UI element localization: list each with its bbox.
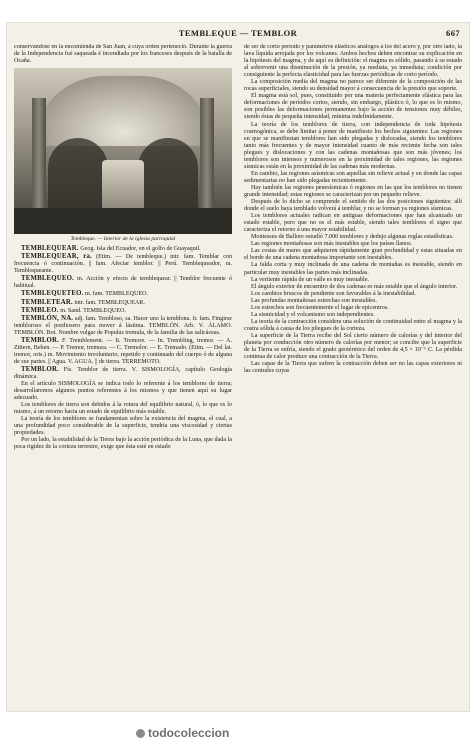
body-paragraph: Montessus de Ballore estudió 7.000 temblores y dedujo algunas reglas estadísticas. [251,234,454,241]
arch-right [138,138,198,208]
body-paragraph: En cambio, las regiones asísmicas son aquellas sin relieve actual y en donde las capas sedimentarias no han sido plegadas recientemente. [244,170,462,184]
right-column [244,44,462,708]
body-paragraph: La teoría de los temblores de tierra, con independencia de toda hipótesis cosmogónica, se debe limitar á poner de manifiesto los hechos siguientes: Las regiones en que se manifiestan temblores han sido plegadas y dislocadas, siendo los temblores tanto más frecuentes y de mayor intensidad cuanto de más reciente fecha son tales plegues y dislocaciones y con las cadenas montañosas que son más jóvenes; los temblores son intensos y numerosos en la proximidad de tales regiones, las regiones sísmicas están en la proximidad de las cadenas más modernas. [244,121,462,170]
dictionary-entry [14,337,232,366]
body-paragraph: de ser de corto período y parámetros elásticos análogos á los del acero y, por otro lado, la lava líquida arrojada por los volcanes. Ambos hechos deben encontrar su explicación en la hipótesis del magma, y de aquí su definición: el magma es sólido, pasando á su estado al sobrevenir una disminución de la presión, ya mediata, ya inmediata; condición por consiguiente la perfecta elasticidad para las fuerzas periódicas de corto período. [244,44,462,79]
page-number: 667 [446,28,460,38]
floor-shape [14,208,232,234]
body-paragraph: Las regiones montañosas son más inestables que los países llanos. [251,241,413,248]
body-paragraph: Las costas de mares que adquieren rápidamente gran profundidad y estas situadas en el borde de una cadena montañosa importante son inestables. [244,248,462,262]
intro-paragraph: conservándose en la encomienda de San Juan, á cuya orden perteneció. Durante la guerra de la Independencia fué saqueada é incendiada por los franceses después de la batalla de Ocaña. [14,44,232,65]
entry-text: m. Sand. TEMBLEQUEO. [60,307,126,314]
body-paragraph: La teoría de la contracción considera una solución de continuidad entre el magma y la costra sólida á causa de los pliegues de la corteza. [244,318,462,332]
church-interior-photo [14,68,232,234]
dictionary-entry [14,290,232,298]
watermark-text: todocoleccion [148,726,230,740]
dictionary-entry [14,275,232,290]
body-paragraph: Los cambios bruscos de pendiente son favorables á la inestabilidad. [251,290,416,297]
running-title: TEMBLEQUE — TEMBLOR [178,28,298,38]
entry-head: TEMBLEQUEAR, ra. [21,253,92,261]
body-paragraph: La sismicidad y el volcanismo son independientes. [251,311,375,318]
body-paragraph: La teoría de los temblores se fundamentan sobre la existencia del magma, el cual, a una profundidad poco considerable de la superficie, tendría una viscosidad y ciertas propiedades. [14,416,232,437]
entry-head: TEMBLEQUEAR. [21,245,79,253]
dictionary-entry [14,307,232,315]
dictionary-entry [14,253,232,275]
altar-shape [102,160,144,212]
arch-left [48,138,108,208]
body-paragraph: La falda corta y muy inclinada de una cadena de montañas es inestable, siendo en particular muy inestables las partes más inclinadas. [244,262,462,276]
entry-head: TEMBLEQUETEO. [21,290,84,298]
vault-shape [34,76,212,146]
entry-text: adj. fam. Tembloso, sa. Hacer uno la temblona. fr. fam. Fingirse tembloroso el pordiosero para mover á lástima. TEMBLÓN. Arb. V. ÁLAMO. TEMBLÓN. Bot. Nombre vulgar de Populus tremula, de la familia de las salicáceas. [14,315,232,336]
dictionary-entry [14,315,232,337]
body-paragraph: Hay también las regiones penesísmicas ó regiones en las que los temblores no tienen grande intensidad; estas regiones se caracterizan por un pequeño relieve. [244,184,462,198]
body-paragraph: En el artículo SISMOLOGÍA se indica todo lo referente á los temblores de tierra; desarrollaremos algunos puntos referentes á los mismos y que tienen aquí su lugar adecuado. [14,381,232,402]
body-paragraph: Las capas de la Tierra que sufren la contracción deben ser no las capas exteriores ni las centrales cuyas [244,361,462,375]
dictionary-entry [14,299,232,307]
entry-text: m. Acción y efecto de temblequear. || Temblor frecuente ó habitual. [14,276,232,290]
body-paragraph: Los temblores actuales radican en antiguas deformaciones que han alcanzado un estado estable, pero que no es el más estable, siendo tales temblores el signo que caracteriza el retorno á una mayor estabilidad. [244,213,462,234]
body-paragraph: La superficie de la Tierra recibe del Sol cierto número de calorías y del interior del planeta por conducción otro número de calorías por menor; se concibe que la superficie de la Tierra se enfría, siendo el grado geotérmico del orden de 4,5 × 10⁻⁶ C. La pérdida continua de calor produce una contracción de la Tierra. [244,332,462,361]
body-paragraph: El magma está sol, pues, constituido por una materia perfectamente elástica para las deformaciones de períodos cortos, siendo, sin embargo, plástico ó, lo que es lo mismo, son posibles las deformaciones permanentes bajo la acción de tensiones muy débiles, siendo éstas de pequeña intensidad, mínima indefinidamente. [244,93,462,121]
body-paragraph: Después de lo dicho se comprende el sentido de las dos posiciones siguientes: allí donde el suelo haya temblado volverá á temblar, y no se forman ya regiones sísmicas. [244,199,462,213]
dictionary-entry [14,366,232,381]
church-figure [14,68,232,243]
entry-head: TEMBLOR. [21,336,60,344]
entry-head: TEMBLEQUEO. [21,275,74,283]
watermark-logo-icon [136,729,145,738]
entry-text: intr. fam. TEMBLEQUEAR. [74,299,145,306]
entry-text: (Etim. — De tembleque.) intr. fam. Temblar con frecuencia ó continuación. || fam. Afectar temblor. || Perú. Temblequeador, ra. Tembloqueante. [14,254,232,275]
entry-head: TEMBLETEAR. [21,298,73,306]
body-paragraph: Los estrechos son frecuentemente el lugar de epicentros. [251,304,389,311]
dictionary-entry [14,245,232,253]
left-column [14,44,232,708]
entry-head: TEMBLÓN, NA. [21,314,74,322]
body-paragraph: Las profundas montañosas estrechas son inestables. [251,297,377,304]
body-paragraph: La vertiente rápida de un valle es muy inestable. [251,276,369,283]
body-paragraph: Por un lado, la estabilidad de la Tierra bajo la acción periódica de la Luna, que dada la poca rigidez de la corteza terrestre, exige que ésta esté en estado [14,437,232,451]
entry-head: TEMBLOR. [21,365,60,373]
body-paragraph: El ángulo exterior de encuentro de dos cadenas es más estable que el ángulo interior. [251,283,458,290]
watermark-bar [0,716,476,742]
watermark [136,726,229,740]
entry-text: m. fam. TEMBLEQUEO. [85,291,149,298]
entry-head: TEMBLEO. [21,306,59,314]
entry-text: Fís. Temblor de tierra. V. SISMOLOGÍA, capítulo Geología dinámica. [14,366,232,380]
entry-text: Geog. Isla del Ecuador, en el golfo de Guayaquil. [80,246,201,253]
body-paragraph: Los temblores de tierra son debidos á la rotura del equilibrio natural, ó, lo que es lo mismo, á un retorno hacia un estado de equilibrio más estable. [14,402,232,416]
document-page [6,22,470,712]
body-paragraph: La composición media del magma no parece ser diferente de la composición de las rocas superficiales, siendo su densidad mayor á consecuencia de la presión que soporte. [244,79,462,93]
figure-caption: Tembleque. — Interior de la iglesia parroquial [70,236,176,243]
page-header [6,28,470,40]
entry-text: F. Tremblement. — It. Tremore. — In. Trembling, tremor. — A. Zittern, Beben. — P. Tremor, tremura. — C. Tremolor. — E. Tremado. (Etim. — Del lat. tremor, oris.) m. Movimiento involuntario, repetido y continuado del cuerpo ó de alguna de sus partes. || Agua. V. AGUA. || de tierra. TERREMOTO. [14,337,232,365]
